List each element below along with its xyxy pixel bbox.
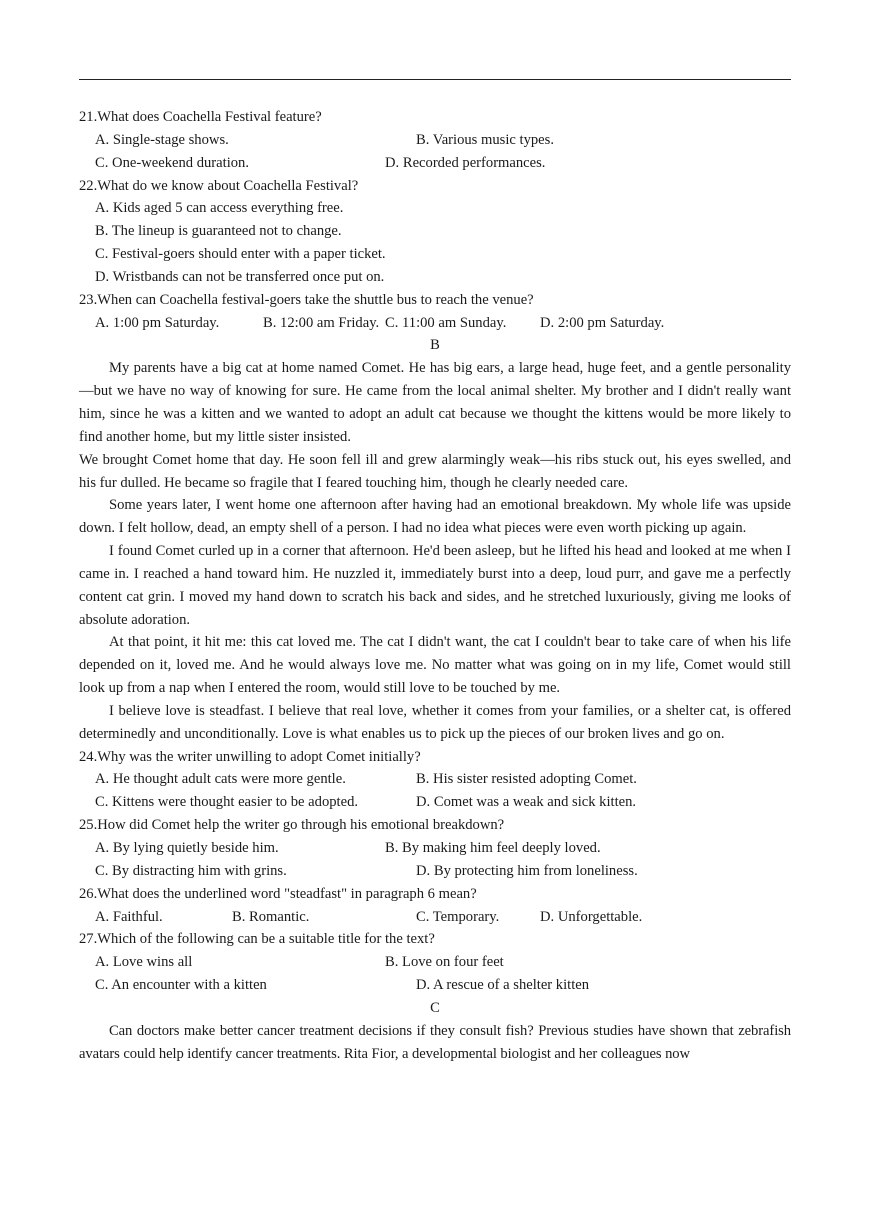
question-27-option-a: A. Love wins all [95, 954, 193, 971]
section-b-paragraph-5: At that point, it hit me: this cat loved me. The cat I didn't want, the cat I couldn't bear to take care of when his life depended on it, loved me. And he would always love me. No matter what was going on in my life, Comet would still look up from a nap when I entered the room, would still love to be touched by me. [79, 634, 791, 697]
question-22-option-a: A. Kids aged 5 can access everything free. [95, 200, 344, 217]
section-c-label: C [430, 999, 440, 1016]
question-24-option-a: A. He thought adult cats were more gentle. [95, 771, 346, 788]
question-24-option-d: D. Comet was a weak and sick kitten. [416, 794, 637, 811]
section-b-paragraph-6: I believe love is steadfast. I believe that real love, whether it comes from your families, or a shelter cat, is offered determinedly and unconditionally. Love is what enables us to pick up the pieces of our broken lives and go on. [79, 702, 791, 742]
question-24-option-b: B. His sister resisted adopting Comet. [416, 771, 637, 788]
question-21-option-c: C. One-weekend duration. [95, 154, 249, 171]
question-23-option-c: C. 11:00 am Sunday. [385, 314, 507, 331]
question-26-stem: 26.What does the underlined word "steadfast" in paragraph 6 mean? [79, 885, 477, 902]
question-21-stem: 21.What does Coachella Festival feature? [79, 109, 322, 125]
question-27-options-row2 [79, 974, 791, 997]
question-23-option-a: A. 1:00 pm Saturday. [95, 314, 220, 331]
question-22-option-d: D. Wristbands can not be transferred once put on. [95, 268, 385, 285]
section-b-paragraph-3: Some years later, I went home one afternoon after having had an emotional breakdown. My whole life was upside down. I felt hollow, dead, an empty shell of a person. I had no idea what pieces were even worth picking up again. [79, 497, 791, 537]
section-c-paragraph-1: Can doctors make better cancer treatment decisions if they consult fish? Previous studies have shown that zebrafish avatars could help identify cancer treatments. Rita Fior, a developmental biologist and her colleagues now [79, 1022, 791, 1062]
question-21-option-a: A. Single-stage shows. [95, 131, 229, 148]
question-24-options-row1 [79, 768, 791, 791]
question-22-option-b: B. The lineup is guaranteed not to change. [95, 223, 342, 240]
question-25-options-row1 [79, 837, 791, 860]
question-24-option-c: C. Kittens were thought easier to be adopted. [95, 794, 359, 811]
question-22-stem: 22.What do we know about Coachella Festival? [79, 177, 359, 194]
section-b-paragraph-2: We brought Comet home that day. He soon fell ill and grew alarmingly weak—his ribs stuck out, his eyes swelled, and his fur dulled. He became so fragile that I feared touching him, though he clearly needed care. [79, 451, 791, 491]
question-21-options-row2 [79, 152, 791, 175]
section-b-paragraph-1: My parents have a big cat at home named Comet. He has big ears, a large head, huge feet, and a gentle personality—but we have no way of knowing for sure. He came from the local animal shelter. My brother and I didn't really want him, since he was a kitten and we wanted to adopt an adult cat because we thought the kittens would be more likely to find another home, but my little sister insisted. [79, 360, 791, 445]
question-26-option-b: B. Romantic. [232, 908, 310, 925]
question-23-option-d: D. 2:00 pm Saturday. [540, 314, 665, 331]
header-rule [79, 79, 791, 80]
section-b-label: B [430, 337, 440, 354]
section-b-paragraph-4: I found Comet curled up in a corner that afternoon. He'd been asleep, but he lifted his head and looked at me when I came in. I reached a hand toward him. He nuzzled it, immediately burst into a deep, loud purr, and gave me a perfectly content cat grin. I moved my hand down to scratch his back and sides, and he stretched luxuriously, giving me looks of absolute adoration. [79, 543, 791, 628]
question-25-option-a: A. By lying quietly beside him. [95, 840, 279, 856]
document-body [79, 106, 791, 1065]
question-25-stem: 25.How did Comet help the writer go through his emotional breakdown? [79, 817, 505, 834]
question-27-options-row1 [79, 951, 791, 974]
question-26-option-d: D. Unforgettable. [540, 908, 643, 925]
question-23-stem: 23.When can Coachella festival-goers take the shuttle bus to reach the venue? [79, 291, 534, 308]
question-25-option-c: C. By distracting him with grins. [95, 862, 287, 879]
question-23-options-row [79, 312, 791, 335]
question-26-option-a: A. Faithful. [95, 908, 163, 925]
question-25-options-row2 [79, 860, 791, 883]
question-25-option-d: D. By protecting him from loneliness. [416, 862, 638, 879]
question-23-option-b: B. 12:00 am Friday. [263, 314, 380, 331]
question-27-option-c: C. An encounter with a kitten [95, 977, 267, 994]
question-22-option-c: C. Festival-goers should enter with a paper ticket. [95, 246, 386, 263]
question-21-options-row1 [79, 129, 791, 152]
question-26-option-c: C. Temporary. [416, 908, 500, 925]
question-27-option-d: D. A rescue of a shelter kitten [416, 977, 590, 994]
question-24-options-row2 [79, 791, 791, 814]
question-21-option-d: D. Recorded performances. [385, 154, 546, 171]
question-21-option-b: B. Various music types. [416, 131, 554, 148]
question-26-options-row [79, 906, 791, 929]
question-27-option-b: B. Love on four feet [385, 954, 504, 971]
question-24-stem: 24.Why was the writer unwilling to adopt Comet initially? [79, 748, 421, 765]
question-25-option-b: B. By making him feel deeply loved. [385, 840, 601, 856]
question-27-stem: 27.Which of the following can be a suitable title for the text? [79, 931, 435, 948]
